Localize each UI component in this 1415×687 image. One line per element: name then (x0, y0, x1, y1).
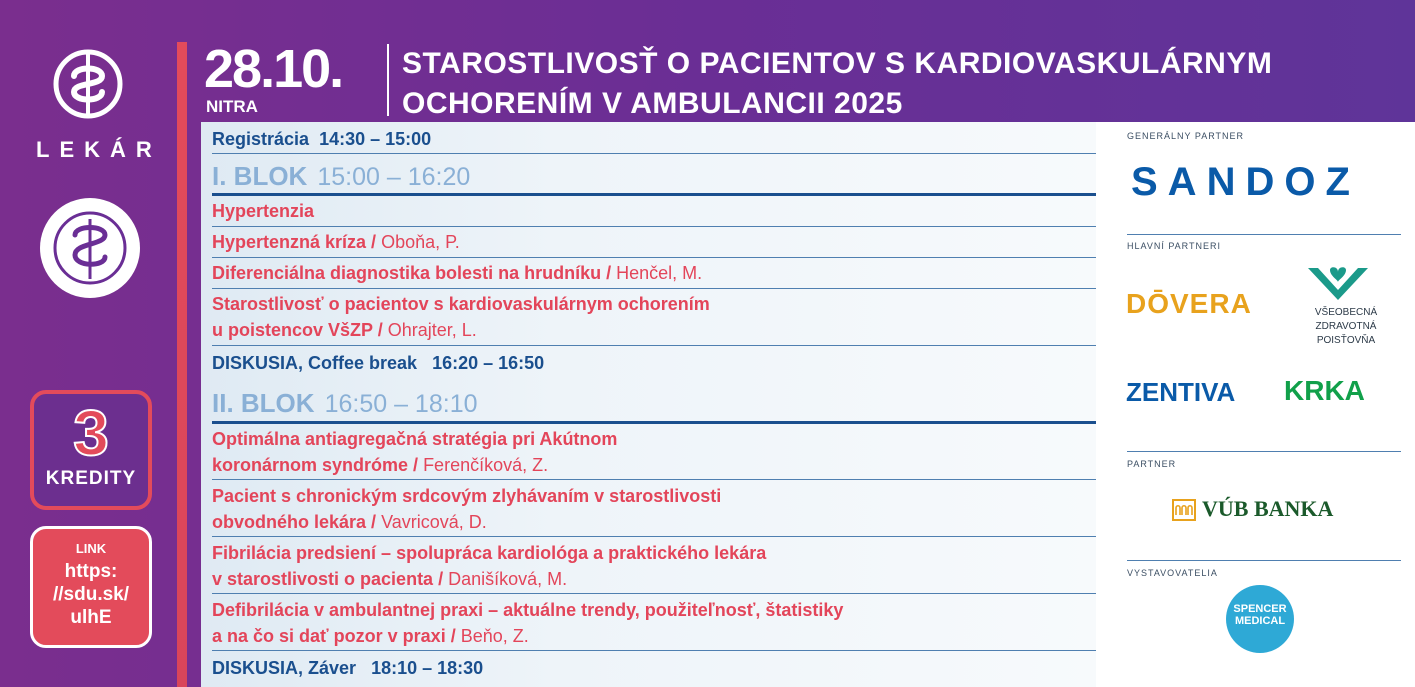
talk-title: koronárnom syndróme / (212, 455, 419, 475)
event-title-line-2: OCHORENÍM V AMBULANCII 2025 (402, 87, 903, 120)
break-time: 16:20 – 16:50 (432, 353, 545, 373)
credits-badge (30, 390, 152, 510)
credits-number: 3 (73, 397, 109, 469)
talk-title: v starostlivosti o pacienta / (212, 569, 444, 589)
spencer-medical-logo (1226, 585, 1294, 653)
vub-logo-icon (1172, 499, 1196, 521)
talk-author: Beňo, Z. (460, 626, 529, 646)
talk-title: Starostlivosť o pacientov s kardiovaskulárnym ochorením (212, 294, 710, 314)
link-url-part-2: //sdu.sk/ (52, 584, 130, 605)
lekar-emblem-icon (52, 48, 124, 120)
talk-title: Hypertenzná kríza / (212, 232, 377, 252)
link-url[interactable] (33, 560, 149, 629)
talk-row (212, 291, 1096, 346)
header-divider (387, 44, 389, 116)
link-url-part-3: ulhE (70, 607, 112, 628)
partner-divider (1127, 560, 1401, 561)
vszp-text-2: ZDRAVOTNÁ (1315, 321, 1377, 332)
topic-title: Hypertenzia (212, 201, 315, 221)
talk-title: Fibrilácia predsiení – spolupráca kardiológa a praktického lekára (212, 543, 767, 563)
talk-row (212, 229, 1096, 258)
talk-title: Pacient s chronickým srdcovým zlyhávaním v starostlivosti (212, 486, 722, 506)
vszp-logo-icon (1306, 264, 1370, 304)
talk-title: obvodného lekára / (212, 512, 377, 532)
program-schedule (201, 122, 1096, 687)
sandoz-logo: SANDOZ (1131, 160, 1360, 204)
accent-red-bar (177, 42, 187, 687)
partners-panel (1096, 122, 1415, 687)
talk-author: Danišíková, M. (448, 569, 568, 589)
spencer-text-2: MEDICAL (1234, 615, 1286, 627)
slk-chamber-seal (37, 195, 143, 301)
event-title-line-1: STAROSTLIVOSŤ O PACIENTOV S KARDIOVASKULÁRNYM (402, 47, 1273, 80)
event-header (200, 40, 1415, 122)
talk-title: Diferenciálna diagnostika bolesti na hrudníku / (212, 263, 612, 283)
krka-logo: KRKA (1284, 375, 1365, 406)
link-url-part-1: https: (64, 561, 118, 582)
spencer-text-1: SPENCER (1233, 603, 1287, 615)
talk-author: Ferenčíková, Z. (423, 455, 549, 475)
break-label: DISKUSIA, Záver (212, 658, 357, 678)
link-label: LINK (75, 541, 107, 556)
break-row (212, 350, 1096, 378)
break-row (212, 655, 1096, 683)
exhibitors-label: VYSTAVOVATELIA (1127, 568, 1218, 578)
event-title (402, 44, 1272, 124)
talk-author: Oboňa, P. (381, 232, 460, 252)
main-partners-label: HLAVNÍ PARTNERI (1127, 241, 1222, 251)
partner-divider (1127, 451, 1401, 452)
block2-label: II. BLOK (212, 388, 315, 418)
registration-label: Registrácia (212, 129, 310, 149)
partner-label: PARTNER (1127, 459, 1177, 469)
block1-time: 15:00 – 16:20 (317, 163, 471, 191)
break-label: DISKUSIA, Coffee break (212, 353, 418, 373)
talk-row (212, 260, 1096, 289)
block2-header (212, 384, 1096, 424)
block1-label: I. BLOK (212, 161, 308, 191)
general-partner-label: GENERÁLNY PARTNER (1127, 131, 1245, 141)
talk-row (212, 540, 1096, 594)
event-date: 28.10. (204, 39, 343, 99)
talk-row (212, 483, 1096, 537)
talk-row (212, 426, 1096, 480)
break-time: 18:10 – 18:30 (371, 658, 484, 678)
talk-title: Optimálna antiagregačná stratégia pri Akútnom (212, 429, 618, 449)
topic-row (212, 198, 1096, 227)
talk-row (212, 597, 1096, 651)
dovera-logo: DŌVERA (1126, 288, 1252, 319)
event-city: NITRA (206, 97, 258, 116)
vszp-text-1: VŠEOBECNÁ (1314, 307, 1378, 318)
talk-author: Vavricová, D. (381, 512, 487, 532)
talk-author: Ohrajter, L. (387, 320, 477, 340)
block1-header (212, 158, 1096, 196)
lekar-logo (28, 48, 162, 163)
partner-divider (1127, 234, 1401, 235)
registration-time: 14:30 – 15:00 (319, 129, 432, 149)
talk-title: a na čo si dať pozor v praxi / (212, 626, 456, 646)
vszp-text-3: POISŤOVŇA (1316, 335, 1376, 346)
zentiva-logo: ZENTIVA (1126, 377, 1236, 407)
talk-author: Henčel, M. (616, 263, 703, 283)
registration-link-box[interactable] (30, 526, 152, 648)
vszp-logo-text (1301, 306, 1391, 348)
credits-label: KREDITY (45, 468, 137, 489)
talk-title: u poistencov VšZP / (212, 320, 383, 340)
vub-logo: VÚB BANKA (1202, 496, 1334, 521)
talk-title: Defibrilácia v ambulantnej praxi – aktuálne trendy, použiteľnosť, štatistiky (212, 600, 844, 620)
registration-row (212, 126, 1096, 154)
block2-time: 16:50 – 18:10 (324, 390, 478, 418)
lekar-wordmark: LEKÁR (36, 137, 162, 162)
